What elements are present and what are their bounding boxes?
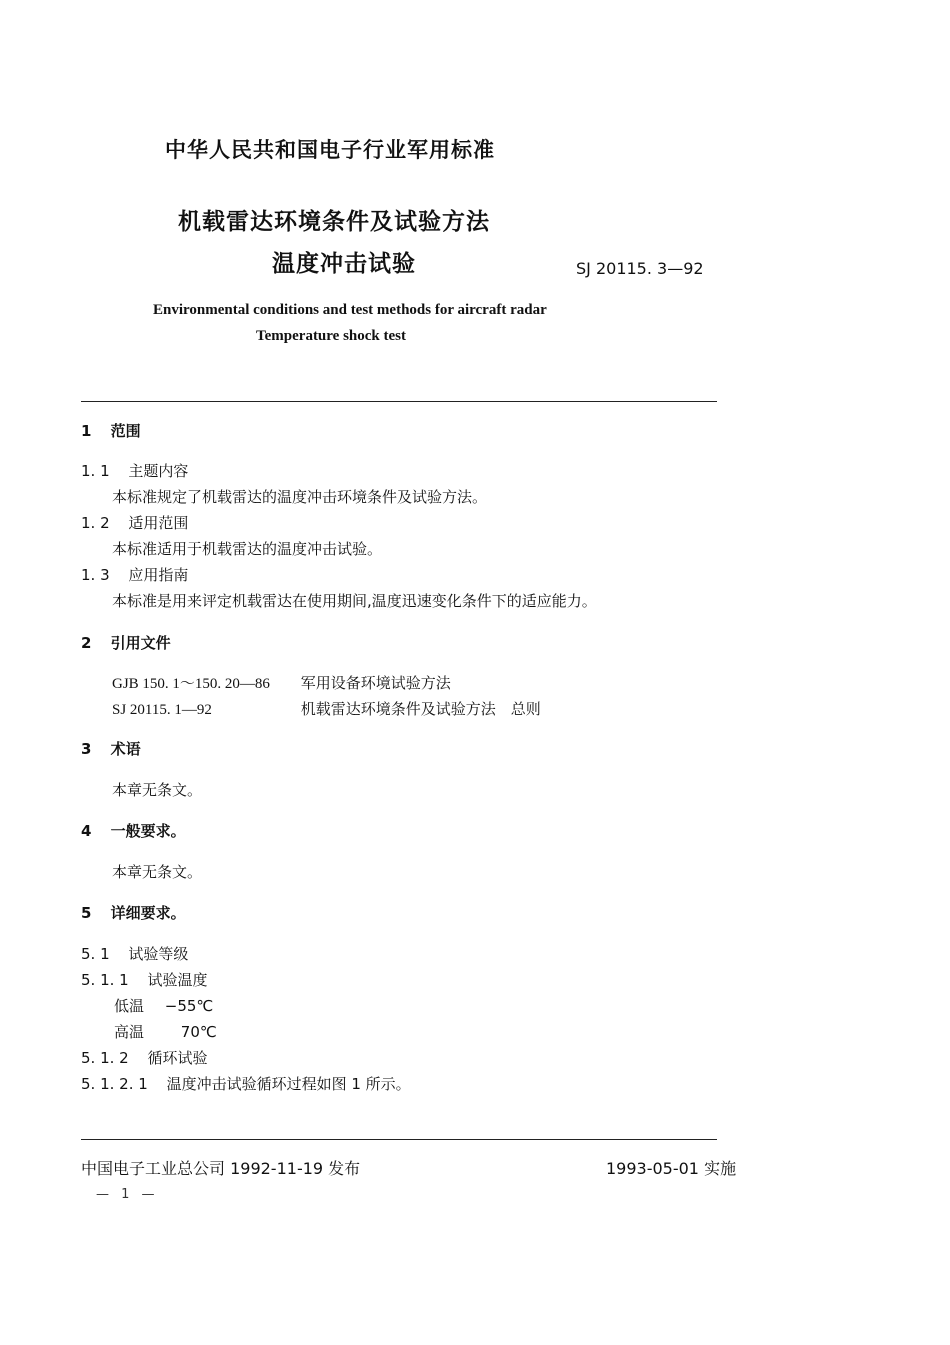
section-number: 5. 1. 2: [81, 1049, 129, 1067]
section-title: 术语: [110, 740, 141, 758]
document-title: 机载雷达环境条件及试验方法: [178, 209, 490, 235]
section-2-heading: [81, 632, 171, 653]
reference-code: SJ 20115. 1—92: [112, 702, 212, 718]
low-temperature-row: [114, 995, 213, 1016]
reference-row: [112, 672, 451, 693]
reference-row: [112, 698, 541, 719]
standard-code: SJ 20115. 3—92: [576, 259, 704, 278]
section-title: 一般要求。: [110, 822, 186, 840]
section-title: 应用指南: [128, 566, 189, 584]
section-title: 试验等级: [128, 945, 189, 963]
section-number: 1. 1: [81, 462, 110, 480]
page-number: — 1 —: [96, 1187, 159, 1202]
section-title: 主题内容: [128, 462, 189, 480]
section-number: 1. 3: [81, 566, 110, 584]
issue-info: 中国电子工业总公司 1992-11-19 发布: [81, 1159, 361, 1178]
section-3-body: 本章无条文。: [112, 781, 203, 799]
high-temperature-label: 高温: [114, 1023, 145, 1041]
section-1-3-heading: [81, 564, 188, 585]
document-subtitle: 温度冲击试验: [272, 251, 416, 277]
reference-code: GJB 150. 1～150. 20—86: [112, 676, 270, 692]
section-title: 循环试验: [147, 1049, 208, 1067]
english-title: Environmental conditions and test methods for aircraft radar: [153, 302, 547, 318]
low-temperature-value: −55℃: [164, 997, 214, 1015]
reference-title: 机载雷达环境条件及试验方法 总则: [300, 700, 541, 718]
section-1-heading: [81, 420, 141, 441]
section-4-heading: [81, 820, 186, 841]
section-5-heading: [81, 902, 186, 923]
section-5-1-2-heading: [81, 1047, 208, 1068]
section-number: 2: [81, 634, 92, 652]
section-number: 1: [81, 422, 92, 440]
footer-rule: [81, 1139, 717, 1140]
section-3-heading: [81, 738, 141, 759]
high-temperature-row: [114, 1021, 217, 1042]
section-5-1-1-heading: [81, 969, 208, 990]
section-number: 1. 2: [81, 514, 110, 532]
section-title: 详细要求。: [110, 904, 186, 922]
section-1-2-heading: [81, 512, 188, 533]
section-number: 5: [81, 904, 92, 922]
section-number: 5. 1. 2. 1: [81, 1075, 148, 1093]
english-subtitle: Temperature shock test: [256, 328, 406, 344]
header-rule: [81, 401, 717, 402]
section-5-1-heading: [81, 943, 188, 964]
section-1-1-heading: [81, 460, 188, 481]
low-temperature-label: 低温: [114, 997, 145, 1015]
section-number: 3: [81, 740, 92, 758]
effective-date: 1993-05-01 实施: [606, 1159, 737, 1178]
section-4-body: 本章无条文。: [112, 863, 203, 881]
section-number: 5. 1. 1: [81, 971, 129, 989]
reference-title: 军用设备环境试验方法: [300, 674, 451, 692]
section-5-1-2-1-heading: [81, 1073, 411, 1094]
standard-category: 中华人民共和国电子行业军用标准: [165, 138, 495, 162]
section-title: 引用文件: [110, 634, 171, 652]
section-1-1-body: 本标准规定了机载雷达的温度冲击环境条件及试验方法。: [112, 488, 488, 506]
section-title: 温度冲击试验循环过程如图 1 所示。: [166, 1075, 411, 1093]
section-title: 试验温度: [147, 971, 208, 989]
high-temperature-value: 70℃: [180, 1023, 217, 1041]
section-number: 5. 1: [81, 945, 110, 963]
section-title: 适用范围: [128, 514, 189, 532]
section-title: 范围: [110, 422, 141, 440]
section-1-3-body: 本标准是用来评定机载雷达在使用期间,温度迅速变化条件下的适应能力。: [112, 592, 597, 610]
section-number: 4: [81, 822, 92, 840]
section-1-2-body: 本标准适用于机载雷达的温度冲击试验。: [112, 540, 383, 558]
